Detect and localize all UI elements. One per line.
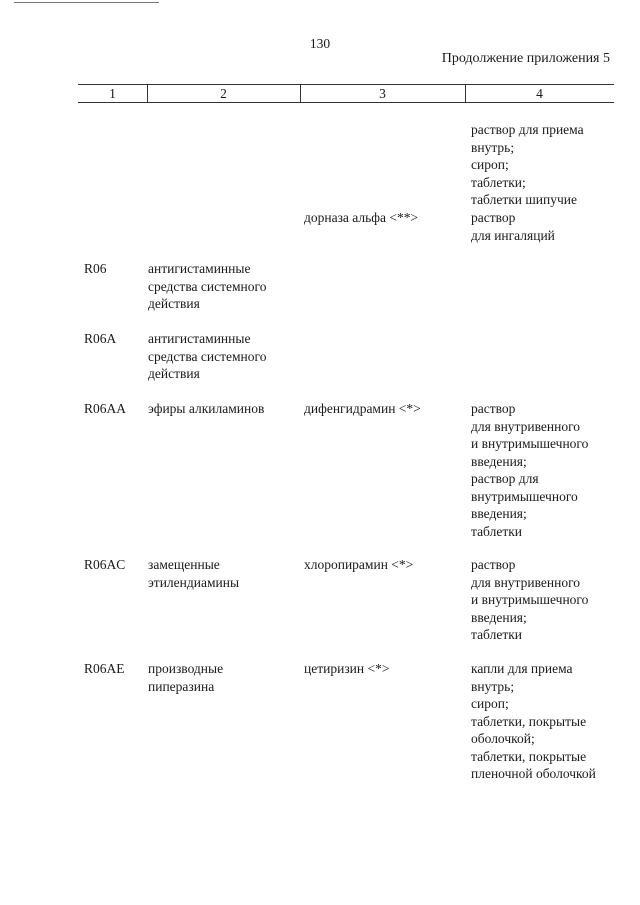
cell-line: капли для приема	[471, 661, 573, 676]
cell-line: сироп;	[471, 157, 509, 172]
cell-line: действия	[148, 366, 200, 381]
drug-cell	[304, 556, 413, 574]
cell-line: антигистаминные	[148, 261, 251, 276]
cell-line: R06AA	[84, 401, 127, 416]
cell-line: введения;	[471, 453, 527, 469]
cell-line: цетиризин <*>	[304, 661, 390, 676]
column-header-2: 2	[220, 86, 227, 101]
cell-line: дорназа альфа <**>	[304, 210, 419, 225]
cell-line: раствор	[471, 401, 516, 416]
cell-line: таблетки	[471, 627, 523, 642]
drug-cell	[304, 209, 418, 227]
drug-cell	[304, 400, 421, 418]
cell-line: внутрь;	[471, 139, 515, 155]
code-cell	[84, 660, 125, 678]
form-cell	[471, 400, 588, 540]
cell-line: R06AC	[84, 557, 126, 572]
column-header-3: 3	[379, 86, 386, 101]
cell-line: внутрь;	[471, 678, 515, 694]
cell-line: внутримышечного	[471, 488, 578, 504]
cell-line: раствор для	[471, 471, 539, 486]
cell-line: таблетки	[471, 523, 523, 539]
cell-line: средства системного	[148, 348, 267, 364]
cell-line: раствор	[471, 557, 516, 572]
cell-line: и внутримышечного	[471, 592, 589, 607]
page-number: 130	[309, 36, 331, 51]
cell-line: хлоропирамин <*>	[304, 557, 414, 572]
cell-line: введения;	[471, 506, 527, 521]
form-cell	[471, 660, 596, 783]
form-cell	[471, 556, 588, 644]
code-cell	[84, 556, 125, 574]
form-cell	[471, 121, 584, 209]
cell-line: средства системного	[148, 278, 267, 294]
cell-line: таблетки, покрытые	[471, 748, 587, 764]
top-rule	[14, 2, 159, 3]
cell-line: пленочной оболочкой	[471, 766, 596, 781]
cell-line: эфиры алкиламинов	[148, 401, 265, 416]
column-header-4: 4	[536, 86, 543, 101]
code-cell	[84, 400, 126, 418]
cell-line: этилендиамины	[148, 574, 240, 590]
cell-line: оболочкой;	[471, 731, 535, 746]
group-cell	[148, 400, 264, 418]
cell-line: раствор для приема	[471, 122, 584, 137]
cell-line: замещенные	[148, 557, 220, 572]
cell-line: R06A	[84, 331, 117, 346]
cell-line: раствор	[471, 210, 516, 225]
form-cell	[471, 209, 555, 244]
cell-line: пиперазина	[148, 678, 215, 694]
cell-line: R06AE	[84, 661, 125, 676]
continuation-title: Продолжение приложения 5	[441, 51, 610, 66]
code-cell	[84, 260, 107, 278]
cell-line: и внутримышечного	[471, 436, 589, 451]
cell-line: производные	[148, 661, 224, 676]
cell-line: R06	[84, 261, 107, 276]
cell-line: введения;	[471, 609, 527, 625]
cell-line: таблетки, покрытые	[471, 713, 587, 729]
cell-line: действия	[148, 296, 200, 311]
cell-line: таблетки шипучие	[471, 192, 577, 207]
group-cell	[148, 660, 223, 695]
code-cell	[84, 330, 116, 348]
group-cell	[148, 556, 239, 591]
drug-cell	[304, 660, 389, 678]
cell-line: таблетки;	[471, 174, 526, 190]
cell-line: антигистаминные	[148, 331, 251, 346]
cell-line: для внутривенного	[471, 418, 581, 434]
cell-line: для ингаляций	[471, 227, 555, 243]
group-cell	[148, 260, 266, 313]
group-cell	[148, 330, 266, 383]
column-header-1: 1	[109, 86, 116, 101]
cell-line: сироп;	[471, 696, 509, 711]
cell-line: дифенгидрамин <*>	[304, 401, 421, 416]
cell-line: для внутривенного	[471, 574, 581, 590]
